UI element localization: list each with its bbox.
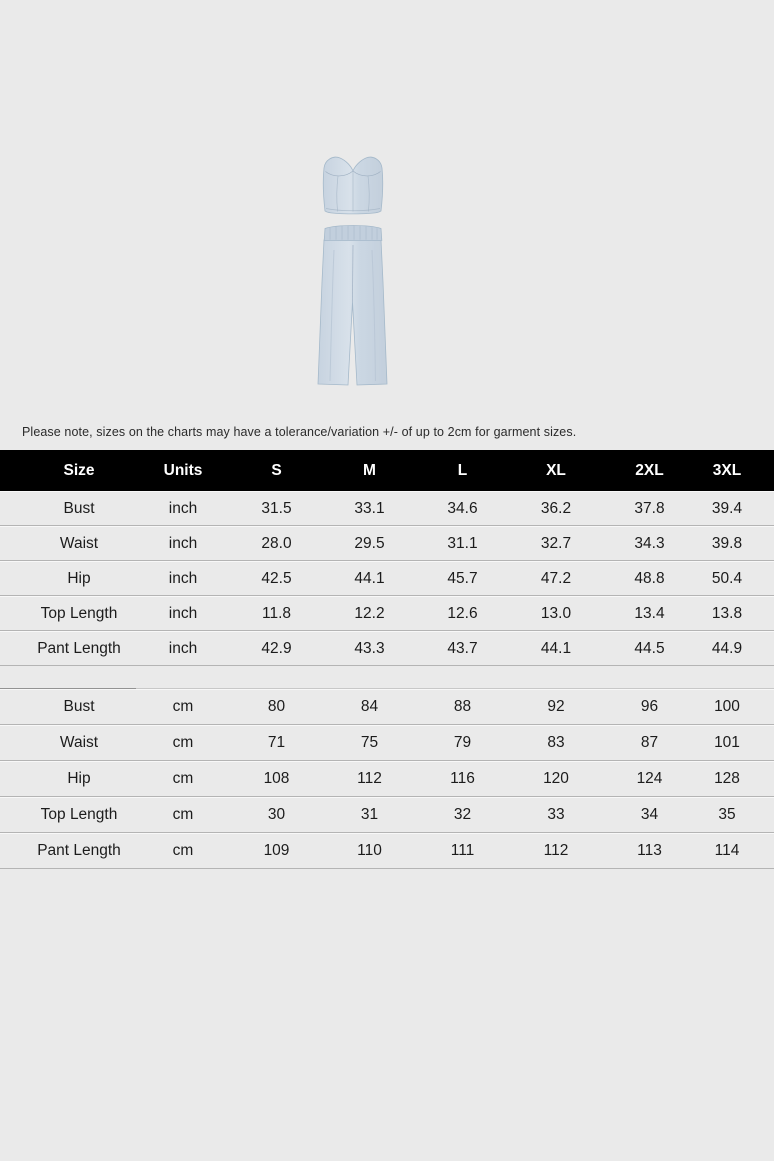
- size-chart-body: [0, 491, 774, 869]
- size-value: 33.1: [323, 491, 416, 526]
- row-label: Top Length: [0, 596, 136, 631]
- size-value: 79: [416, 725, 509, 761]
- row-label: Bust: [0, 491, 136, 526]
- table-row: [0, 725, 774, 761]
- row-unit: inch: [136, 491, 230, 526]
- wide-leg-pants-icon: [318, 226, 387, 386]
- size-value: 120: [509, 761, 603, 797]
- table-row: [0, 833, 774, 869]
- size-value: 29.5: [323, 526, 416, 561]
- table-row: [0, 596, 774, 631]
- size-value: 96: [603, 689, 696, 725]
- size-value: 83: [509, 725, 603, 761]
- size-value: 13.8: [696, 596, 774, 631]
- size-value: 88: [416, 689, 509, 725]
- size-value: 45.7: [416, 561, 509, 596]
- size-value: 32: [416, 797, 509, 833]
- size-value: 30: [230, 797, 323, 833]
- size-chart-table: [0, 450, 774, 869]
- row-unit: cm: [136, 833, 230, 869]
- row-label: Pant Length: [0, 833, 136, 869]
- size-value: 37.8: [603, 491, 696, 526]
- size-value: 116: [416, 761, 509, 797]
- row-unit: cm: [136, 725, 230, 761]
- size-value: 100: [696, 689, 774, 725]
- spacer-cell: [136, 666, 774, 689]
- size-value: 75: [323, 725, 416, 761]
- bustier-top-icon: [323, 157, 382, 214]
- table-row: [0, 631, 774, 666]
- row-unit: cm: [136, 689, 230, 725]
- size-value: 71: [230, 725, 323, 761]
- row-label: Hip: [0, 561, 136, 596]
- size-value: 31.5: [230, 491, 323, 526]
- size-value: 12.6: [416, 596, 509, 631]
- size-value: 33: [509, 797, 603, 833]
- spacer-cell: [0, 666, 136, 689]
- size-chart-header: [0, 450, 774, 491]
- row-label: Waist: [0, 526, 136, 561]
- row-unit: inch: [136, 526, 230, 561]
- size-value: 110: [323, 833, 416, 869]
- row-label: Pant Length: [0, 631, 136, 666]
- size-value: 92: [509, 689, 603, 725]
- col-header-units: Units: [136, 450, 230, 491]
- section-spacer: [0, 666, 774, 689]
- table-row: [0, 797, 774, 833]
- size-value: 87: [603, 725, 696, 761]
- size-value: 13.4: [603, 596, 696, 631]
- size-value: 39.8: [696, 526, 774, 561]
- size-value: 44.5: [603, 631, 696, 666]
- size-value: 32.7: [509, 526, 603, 561]
- size-value: 34.3: [603, 526, 696, 561]
- size-value: 47.2: [509, 561, 603, 596]
- size-value: 111: [416, 833, 509, 869]
- size-value: 12.2: [323, 596, 416, 631]
- table-row: [0, 526, 774, 561]
- denim-set-graphic: [311, 150, 395, 392]
- size-value: 108: [230, 761, 323, 797]
- row-unit: inch: [136, 596, 230, 631]
- size-value: 112: [509, 833, 603, 869]
- col-header-3xl: 3XL: [696, 450, 774, 491]
- product-image: [311, 150, 395, 392]
- table-row: [0, 491, 774, 526]
- row-unit: cm: [136, 761, 230, 797]
- size-value: 112: [323, 761, 416, 797]
- row-label: Waist: [0, 725, 136, 761]
- size-value: 39.4: [696, 491, 774, 526]
- header-row: [0, 450, 774, 491]
- col-header-xl: XL: [509, 450, 603, 491]
- col-header-size: Size: [0, 450, 136, 491]
- size-value: 11.8: [230, 596, 323, 631]
- size-value: 31: [323, 797, 416, 833]
- col-header-s: S: [230, 450, 323, 491]
- size-value: 48.8: [603, 561, 696, 596]
- row-label: Hip: [0, 761, 136, 797]
- row-unit: inch: [136, 631, 230, 666]
- row-unit: inch: [136, 561, 230, 596]
- size-value: 101: [696, 725, 774, 761]
- row-label: Bust: [0, 689, 136, 725]
- size-value: 43.3: [323, 631, 416, 666]
- row-label: Top Length: [0, 797, 136, 833]
- size-value: 43.7: [416, 631, 509, 666]
- size-value: 42.5: [230, 561, 323, 596]
- size-value: 44.1: [323, 561, 416, 596]
- size-value: 44.9: [696, 631, 774, 666]
- size-value: 124: [603, 761, 696, 797]
- col-header-2xl: 2XL: [603, 450, 696, 491]
- size-value: 109: [230, 833, 323, 869]
- size-value: 44.1: [509, 631, 603, 666]
- size-value: 34.6: [416, 491, 509, 526]
- table-row: [0, 689, 774, 725]
- col-header-l: L: [416, 450, 509, 491]
- size-value: 114: [696, 833, 774, 869]
- size-value: 28.0: [230, 526, 323, 561]
- table-row: [0, 761, 774, 797]
- col-header-m: M: [323, 450, 416, 491]
- table-row: [0, 561, 774, 596]
- row-unit: cm: [136, 797, 230, 833]
- size-value: 36.2: [509, 491, 603, 526]
- size-tolerance-note: Please note, sizes on the charts may have a tolerance/variation +/- of up to 2cm for garment sizes.: [22, 425, 577, 439]
- size-value: 50.4: [696, 561, 774, 596]
- size-value: 13.0: [509, 596, 603, 631]
- size-value: 35: [696, 797, 774, 833]
- size-value: 31.1: [416, 526, 509, 561]
- size-value: 34: [603, 797, 696, 833]
- size-value: 113: [603, 833, 696, 869]
- size-value: 128: [696, 761, 774, 797]
- size-value: 80: [230, 689, 323, 725]
- size-value: 42.9: [230, 631, 323, 666]
- size-value: 84: [323, 689, 416, 725]
